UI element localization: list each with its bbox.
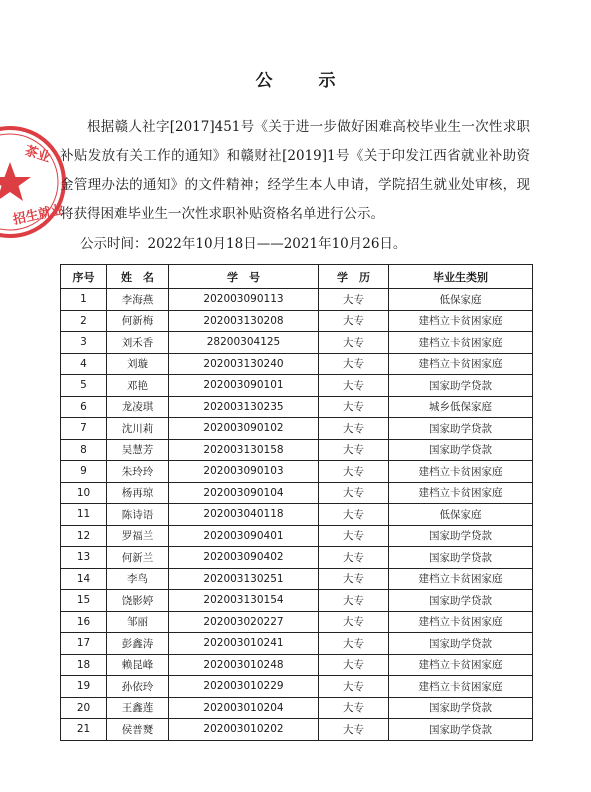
student-id: 202003010202	[169, 719, 319, 741]
education-level: 大专	[319, 633, 389, 655]
page-title: 公 示	[255, 71, 356, 91]
row-index: 8	[61, 439, 107, 461]
student-id: 202003130208	[169, 310, 319, 332]
education-level: 大专	[319, 697, 389, 719]
student-name: 李海燕	[107, 289, 169, 311]
header-name: 姓 名	[107, 265, 169, 289]
graduate-category: 建档立卡贫困家庭	[389, 676, 533, 698]
student-name: 龙凌琪	[107, 396, 169, 418]
recipient-table	[60, 264, 533, 741]
table-row	[61, 590, 533, 612]
table-body	[61, 289, 533, 741]
student-id: 202003090402	[169, 547, 319, 569]
table-row	[61, 375, 533, 397]
table-row	[61, 697, 533, 719]
education-level: 大专	[319, 611, 389, 633]
graduate-category: 低保家庭	[389, 504, 533, 526]
education-level: 大专	[319, 504, 389, 526]
table-row	[61, 568, 533, 590]
graduate-category: 国家助学贷款	[389, 547, 533, 569]
table-row	[61, 504, 533, 526]
table-row	[61, 396, 533, 418]
student-name: 沈川莉	[107, 418, 169, 440]
education-level: 大专	[319, 461, 389, 483]
row-index: 12	[61, 525, 107, 547]
student-name: 罗福兰	[107, 525, 169, 547]
student-name: 刘禾香	[107, 332, 169, 354]
student-name: 孙依玲	[107, 676, 169, 698]
table-row	[61, 461, 533, 483]
header-index: 序号	[61, 265, 107, 289]
education-level: 大专	[319, 332, 389, 354]
row-index: 21	[61, 719, 107, 741]
graduate-category: 国家助学贷款	[389, 525, 533, 547]
notice-paragraph: 根据赣人社字[2017]451号《关于进一步做好困难高校毕业生一次性求职补贴发放有关工作的通知》和赣财社[2019]1号《关于印发江西省就业补助资金管理办法的通知》的文件精神；经学生本人申请，学院招生就业处审核，现将获得困难毕业生一次性求职补贴资格名单进行公示。	[60, 119, 530, 222]
row-index: 3	[61, 332, 107, 354]
header-category: 毕业生类别	[389, 265, 533, 289]
student-id: 28200304125	[169, 332, 319, 354]
education-level: 大专	[319, 676, 389, 698]
student-id: 202003090104	[169, 482, 319, 504]
student-name: 何新兰	[107, 547, 169, 569]
student-id: 202003130154	[169, 590, 319, 612]
header-student-id: 学 号	[169, 265, 319, 289]
table-row	[61, 332, 533, 354]
student-name: 赖昆峰	[107, 654, 169, 676]
student-name: 侯普燹	[107, 719, 169, 741]
row-index: 9	[61, 461, 107, 483]
student-id: 202003010229	[169, 676, 319, 698]
row-index: 7	[61, 418, 107, 440]
table-row	[61, 676, 533, 698]
row-index: 2	[61, 310, 107, 332]
table-header-row	[61, 265, 533, 289]
graduate-category: 建档立卡贫困家庭	[389, 332, 533, 354]
table-row	[61, 310, 533, 332]
graduate-category: 国家助学贷款	[389, 697, 533, 719]
education-level: 大专	[319, 547, 389, 569]
student-id: 202003090401	[169, 525, 319, 547]
row-index: 19	[61, 676, 107, 698]
student-id: 202003090101	[169, 375, 319, 397]
header-education: 学 历	[319, 265, 389, 289]
student-id: 202003090103	[169, 461, 319, 483]
table-row	[61, 525, 533, 547]
row-index: 1	[61, 289, 107, 311]
education-level: 大专	[319, 353, 389, 375]
graduate-category: 低保家庭	[389, 289, 533, 311]
table-row	[61, 547, 533, 569]
education-level: 大专	[319, 418, 389, 440]
student-id: 202003130235	[169, 396, 319, 418]
student-name: 李鸟	[107, 568, 169, 590]
graduate-category: 国家助学贷款	[389, 418, 533, 440]
row-index: 6	[61, 396, 107, 418]
graduate-category: 建档立卡贫困家庭	[389, 353, 533, 375]
education-level: 大专	[319, 439, 389, 461]
svg-text:茶业: 茶业	[22, 143, 53, 166]
graduate-category: 建档立卡贫困家庭	[389, 568, 533, 590]
student-name: 朱玲玲	[107, 461, 169, 483]
student-name: 饶影婷	[107, 590, 169, 612]
row-index: 20	[61, 697, 107, 719]
table-row	[61, 289, 533, 311]
student-id: 202003090113	[169, 289, 319, 311]
row-index: 4	[61, 353, 107, 375]
education-level: 大专	[319, 482, 389, 504]
publicity-time: 公示时间：2022年10月18日——2021年10月26日。	[80, 236, 407, 252]
row-index: 18	[61, 654, 107, 676]
graduate-category: 国家助学贷款	[389, 439, 533, 461]
table-row	[61, 611, 533, 633]
graduate-category: 国家助学贷款	[389, 375, 533, 397]
student-name: 吴慧芳	[107, 439, 169, 461]
student-id: 202003010204	[169, 697, 319, 719]
student-id: 202003010241	[169, 633, 319, 655]
row-index: 15	[61, 590, 107, 612]
row-index: 5	[61, 375, 107, 397]
graduate-category: 建档立卡贫困家庭	[389, 310, 533, 332]
graduate-category: 城乡低保家庭	[389, 396, 533, 418]
table-row	[61, 418, 533, 440]
student-name: 杨再琼	[107, 482, 169, 504]
education-level: 大专	[319, 590, 389, 612]
student-name: 邓艳	[107, 375, 169, 397]
svg-text:招生就业: 招生就业	[11, 202, 66, 228]
row-index: 11	[61, 504, 107, 526]
table-row	[61, 353, 533, 375]
student-name: 何新梅	[107, 310, 169, 332]
education-level: 大专	[319, 375, 389, 397]
student-name: 陈诗语	[107, 504, 169, 526]
graduate-category: 国家助学贷款	[389, 590, 533, 612]
student-name: 王鑫莲	[107, 697, 169, 719]
table-row	[61, 654, 533, 676]
row-index: 14	[61, 568, 107, 590]
student-id: 202003090102	[169, 418, 319, 440]
table-row	[61, 719, 533, 741]
row-index: 17	[61, 633, 107, 655]
graduate-category: 建档立卡贫困家庭	[389, 611, 533, 633]
row-index: 13	[61, 547, 107, 569]
student-id: 202003130158	[169, 439, 319, 461]
student-id: 202003010248	[169, 654, 319, 676]
student-name: 刘璇	[107, 353, 169, 375]
student-name: 彭鑫涛	[107, 633, 169, 655]
education-level: 大专	[319, 289, 389, 311]
graduate-category: 建档立卡贫困家庭	[389, 461, 533, 483]
student-id: 202003040118	[169, 504, 319, 526]
table-row	[61, 482, 533, 504]
student-id: 202003130240	[169, 353, 319, 375]
student-name: 邹丽	[107, 611, 169, 633]
education-level: 大专	[319, 525, 389, 547]
graduate-category: 国家助学贷款	[389, 719, 533, 741]
education-level: 大专	[319, 719, 389, 741]
education-level: 大专	[319, 568, 389, 590]
education-level: 大专	[319, 310, 389, 332]
education-level: 大专	[319, 396, 389, 418]
row-index: 16	[61, 611, 107, 633]
student-id: 202003130251	[169, 568, 319, 590]
student-id: 202003020227	[169, 611, 319, 633]
graduate-category: 建档立卡贫困家庭	[389, 482, 533, 504]
education-level: 大专	[319, 654, 389, 676]
graduate-category: 建档立卡贫困家庭	[389, 654, 533, 676]
graduate-category: 国家助学贷款	[389, 633, 533, 655]
table-row	[61, 439, 533, 461]
table-row	[61, 633, 533, 655]
row-index: 10	[61, 482, 107, 504]
